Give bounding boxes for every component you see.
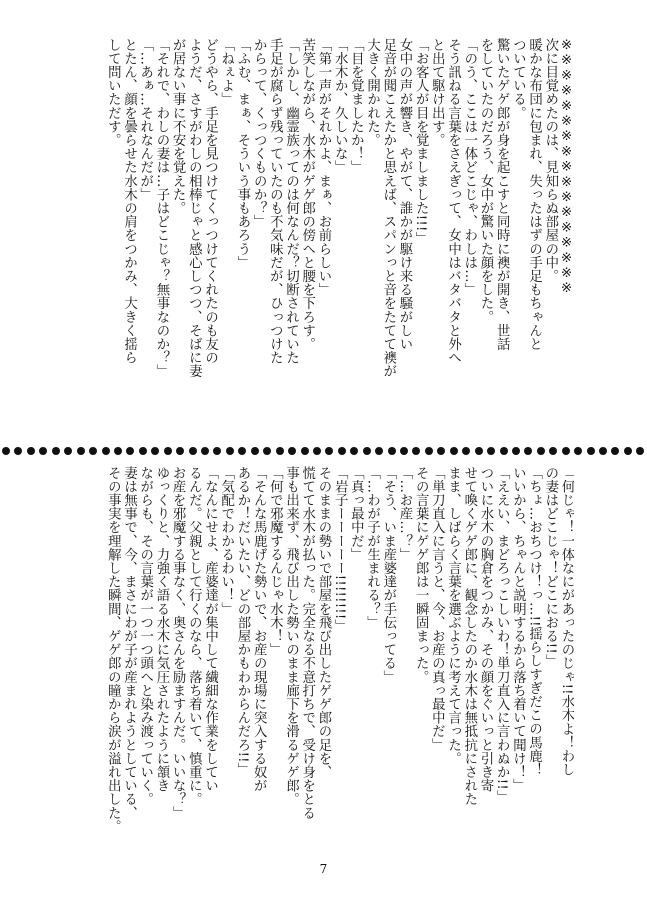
- text-line: からって、くっつくものか？」: [251, 38, 267, 229]
- text-line: 「それで、わしの妻は…子はどこじゃ？無事なのか？」: [153, 38, 169, 378]
- divider-dot: [587, 447, 595, 455]
- divider-dot: [64, 447, 72, 455]
- divider-dot: [114, 447, 122, 455]
- text-line: 「水木か、久しいな」: [332, 38, 348, 174]
- text-line: 「ええい、まどろっこしいわ！単刀直入に言わぬか!!」: [494, 466, 510, 804]
- text-line: 大きく開かれた。: [364, 38, 380, 147]
- text-line: ゆっくりと、力強く語る水木に気圧されたように頷き: [153, 466, 169, 793]
- text-line: 「ちょ…おちつけ！っ…!!揺らしすぎだこの馬鹿！: [526, 466, 542, 777]
- text-line: 「なんにせよ、産婆達が集中して繊細な作業をしてい: [202, 466, 218, 793]
- divider-dot: [574, 447, 582, 455]
- divider-dot: [201, 447, 209, 455]
- divider-dot: [126, 447, 134, 455]
- text-line: その事実を理解した瞬間、ゲゲ郎の瞳から涙が溢れ出した。: [105, 466, 121, 834]
- text-line: 「ねぇよ」: [218, 38, 234, 106]
- divider-dot: [52, 447, 60, 455]
- divider-dot: [39, 447, 47, 455]
- divider-dot: [151, 447, 159, 455]
- text-line: 「何で邪魔するんじゃ水木！」: [267, 466, 283, 657]
- divider-dot: [288, 447, 296, 455]
- divider-dot: [89, 447, 97, 455]
- text-line: とたん、顔を曇らせた水木の肩をつかみ、大きく揺ら: [121, 38, 137, 365]
- divider-dot: [139, 447, 147, 455]
- divider-dot: [549, 447, 557, 455]
- divider-dot: [251, 447, 259, 455]
- text-line: 苦笑しながら、水木がゲゲ郎の傍へと腰を下ろす。: [299, 38, 315, 351]
- text-line: いいから、ちゃんと説明するから落ち着いて聞け！」: [510, 466, 526, 793]
- text-line: 「お客人が目を覚ましました!!!」: [413, 38, 429, 246]
- divider-dot: [562, 447, 570, 455]
- divider-dot: [524, 447, 532, 455]
- top-text-block: [74, 38, 574, 418]
- divider-dot: [500, 447, 508, 455]
- text-line: 「ふむ、まぁ、そういう事もあろう」: [234, 38, 250, 270]
- text-line: そのままの勢いで部屋を飛び出したゲゲ郎の足を、: [315, 466, 331, 779]
- divider-dot: [412, 447, 420, 455]
- text-line: 事も出来ず、飛び出した勢いのまま廊下を滑るゲゲ郎。: [283, 466, 299, 806]
- text-line: 「…お産…？」: [396, 466, 412, 562]
- divider-dot: [437, 447, 445, 455]
- text-line: ついに水木の胸倉をつかみ、その顔をぐいっと引き寄: [477, 466, 493, 793]
- divider-dot: [77, 447, 85, 455]
- divider-dot: [475, 447, 483, 455]
- divider-dot: [27, 447, 35, 455]
- divider-dot: [276, 447, 284, 455]
- divider-dot: [350, 447, 358, 455]
- text-line: の妻はどこじゃ！どこにおる!!」: [542, 466, 558, 668]
- text-line: 「真っ最中だ」: [348, 466, 364, 562]
- divider-dot: [238, 447, 246, 455]
- divider-dot: [263, 447, 271, 455]
- dot-divider: [0, 446, 647, 456]
- divider-dot: [363, 447, 371, 455]
- divider-dot: [487, 447, 495, 455]
- text-line: 暖かな布団に包まれ、失ったはずの手足もちゃんと: [526, 38, 542, 351]
- divider-dot: [189, 447, 197, 455]
- divider-dot: [400, 447, 408, 455]
- text-line: あるか！だいたい、どの部屋かもわからんだろ!!」: [234, 466, 250, 777]
- divider-dot: [512, 447, 520, 455]
- text-line: 女中の声が響き、やがて、誰かが駆け来る騒がしい: [396, 38, 412, 351]
- divider-dot: [14, 447, 22, 455]
- divider-dot: [599, 447, 607, 455]
- divider-dot: [636, 447, 644, 455]
- divider-dot: [450, 447, 458, 455]
- text-line: 「そう、いま産婆達が手伝ってる」: [380, 466, 396, 684]
- divider-dot: [425, 447, 433, 455]
- text-line: が居ない事に不安を覚えた。: [170, 38, 186, 215]
- divider-dot: [611, 447, 619, 455]
- divider-dot: [102, 447, 110, 455]
- text-line: 「気配でわかるわい！」: [218, 466, 234, 616]
- text-line: 妻は無事で、今、まさにわが子が産まれようとしている、: [121, 466, 137, 820]
- text-line: 「しかし、幽霊族ってのは何なんだ？切断されていた: [283, 38, 299, 365]
- divider-dot: [313, 447, 321, 455]
- text-line: 「そんな馬鹿げた勢いで、お産の現場に突入する奴が: [251, 466, 267, 793]
- text-line: 次に目覚めたのは、見知らぬ部屋の中。: [542, 38, 558, 283]
- divider-dot: [2, 447, 10, 455]
- divider-dot: [375, 447, 383, 455]
- text-line: そう訊ねる言葉をさえぎって、女中はバタバタと外へ: [445, 38, 461, 365]
- text-line: 「第一声がそれかよ、まぁ、お前らしい」: [315, 38, 331, 297]
- text-line: ようだ、さすがわしの相棒じゃと感心しつつ、そばに妻: [186, 38, 202, 378]
- divider-dot: [226, 447, 234, 455]
- text-line: 足音が聞こえたかと思えば、スパンっと音をたてて襖が: [380, 38, 396, 378]
- text-line: ※※※※※※※※※※※※※※※※※: [559, 38, 574, 297]
- divider-dot: [213, 447, 221, 455]
- bottom-text-block: [74, 466, 574, 850]
- text-line: 「…わが子が生まれる？」: [364, 466, 380, 630]
- divider-dot: [325, 447, 333, 455]
- text-line: 慌てて水木が払った。完全なる不意打ちで、受け身をとる: [299, 466, 315, 820]
- text-line: 「単刀直入に言うと、今、お産の真っ最中だ」: [429, 466, 445, 752]
- page-number: 7: [319, 862, 328, 876]
- divider-dot: [338, 447, 346, 455]
- text-line: 「岩子ーーーーー!!!!!!!!」: [332, 466, 348, 634]
- text-line: その言葉にゲゲ郎は一瞬固まった。: [413, 466, 429, 684]
- text-line: ながらも、その言葉が一つ一つ頭へと染み渡っていく。: [137, 466, 153, 806]
- divider-dot: [462, 447, 470, 455]
- divider-dot: [624, 447, 632, 455]
- text-line: 「のう、ここは一体どこじゃ、わしは…」: [461, 38, 477, 297]
- divider-dot: [301, 447, 309, 455]
- text-line: 「目を覚ましたか！」: [348, 38, 364, 174]
- divider-dot: [537, 447, 545, 455]
- text-line: まま、しばらく言葉を選ぶように考えて言った。: [445, 466, 461, 766]
- text-line: せて喚くゲゲ郎に、観念したのか水木は無抵抗にされた: [461, 466, 477, 806]
- divider-dot: [388, 447, 396, 455]
- divider-dot: [176, 447, 184, 455]
- divider-dot: [164, 447, 172, 455]
- text-line: 手足が腐らず残っていたのも不気味だが、ひっつけた: [267, 38, 283, 365]
- text-line: をしていたのだろう、女中が驚いた顔をした。: [477, 38, 493, 324]
- text-line: 「何じゃ！一体なにがあったのじゃ!!水木よ！わし: [559, 466, 574, 777]
- text-line: と出て駆け出す。: [429, 38, 445, 147]
- text-line: して問いただす。: [105, 38, 121, 147]
- text-line: るんだ。父親として行くのなら、落ち着いて、慎重に。: [186, 466, 202, 806]
- text-line: お産を邪魔する事なく、奥さんを励ますんだ。いいな？」: [170, 466, 186, 820]
- text-line: 驚いたゲゲ郎が身を起こすと同時に襖が開き、世話: [494, 38, 510, 351]
- text-line: ついている。: [510, 38, 526, 120]
- text-line: どうやら、手足を見つけてくっつけてくれたのも友の: [202, 38, 218, 365]
- text-line: 「…あぁ…それなんだが」: [137, 38, 153, 202]
